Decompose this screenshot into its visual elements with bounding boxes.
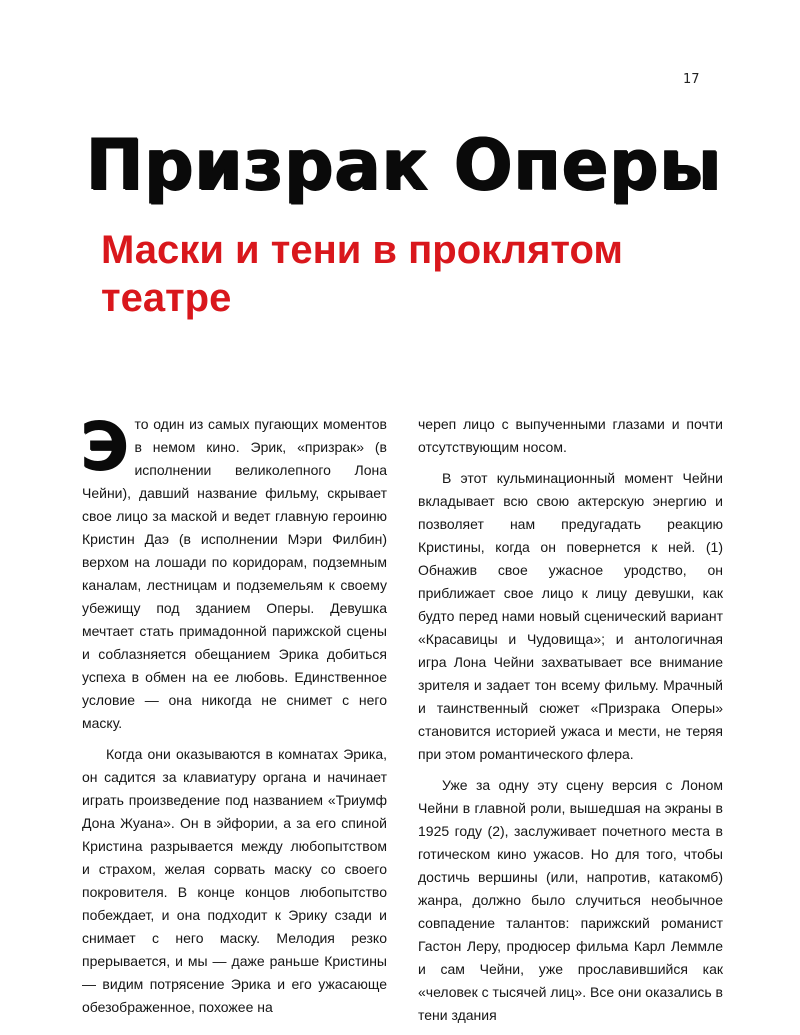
drop-cap: Э xyxy=(80,408,129,485)
article-column-right xyxy=(418,413,723,1035)
article-subtitle: Маски и тени в проклятом театре xyxy=(101,228,623,320)
article-column-left xyxy=(80,408,387,1027)
article-title: Призрак Оперы xyxy=(86,124,723,206)
paragraph-1-text: то один из самых пугающих моментов в немом кино. Эрик, «призрак» (в исполнении великолепного Лона Чейни), давший название фильму, скрывает свое лицо за маской и ведет главную героиню Кристин Даэ (в исполнении Мэри Филбин) верхом на лошади по коридорам, подземным каналам, лестницам и подземельям к своему убежищу под зданием Оперы. Девушка мечтает стать примадонной парижской сцены и соблазняется обещанием Эрика добиться успеха в обмен на ее любовь. Единственное условие — она никогда не снимет с него маску. xyxy=(82,416,387,731)
page-number: 17 xyxy=(683,72,700,87)
paragraph-2: Когда они оказываются в комнатах Эрика, он садится за клавиатуру органа и начинает играть произведение под названием «Триумф Дона Жуана». Он в эйфории, а за его спиной Кристина разрывается между любопытством и страхом, желая сорвать маску со своего покровителя. В конце концов любопытство побеждает, и она подходит к Эрику сзади и снимает с него маску. Мелодия резко прерывается, и мы — даже раньше Кристины — видим потрясение Эрика и его ужасающе обезображенное, похожее на xyxy=(82,746,387,1015)
paragraph-2-continued: череп лицо с выпученными глазами и почти отсутствующим носом. xyxy=(418,416,723,455)
paragraph-1 xyxy=(80,408,387,735)
paragraph-3: В этот кульминационный момент Чейни вкладывает всю свою актерскую энергию и позволяет нам предугадать реакцию Кристины, когда он повернется к ней. (1) Обнажив свое ужасное уродство, он приближает свое лицо к лицу девушки, как будто перед нами новый сценический вариант «Красавицы и Чудовища»; и антологичная игра Лона Чейни захватывает все внимание зрителя и задает тон всему фильму. Мрачный и таинственный сюжет «Призрака Оперы» становится историей ужаса и мести, не теряя при этом романтического флера. xyxy=(418,470,723,762)
paragraph-4: Уже за одну эту сцену версия с Лоном Чейни в главной роли, вышедшая на экраны в 1925 году (2), заслуживает почетного места в готическом кино ужасов. Но для того, чтобы достичь вершины (или, напротив, катакомб) жанра, должно было случиться необычное совпадение талантов: парижский романист Гастон Леру, продюсер фильма Карл Леммле и сам Чейни, уже прославившийся как «человек с тысячей лиц». Все они оказались в тени здания xyxy=(418,777,723,1023)
